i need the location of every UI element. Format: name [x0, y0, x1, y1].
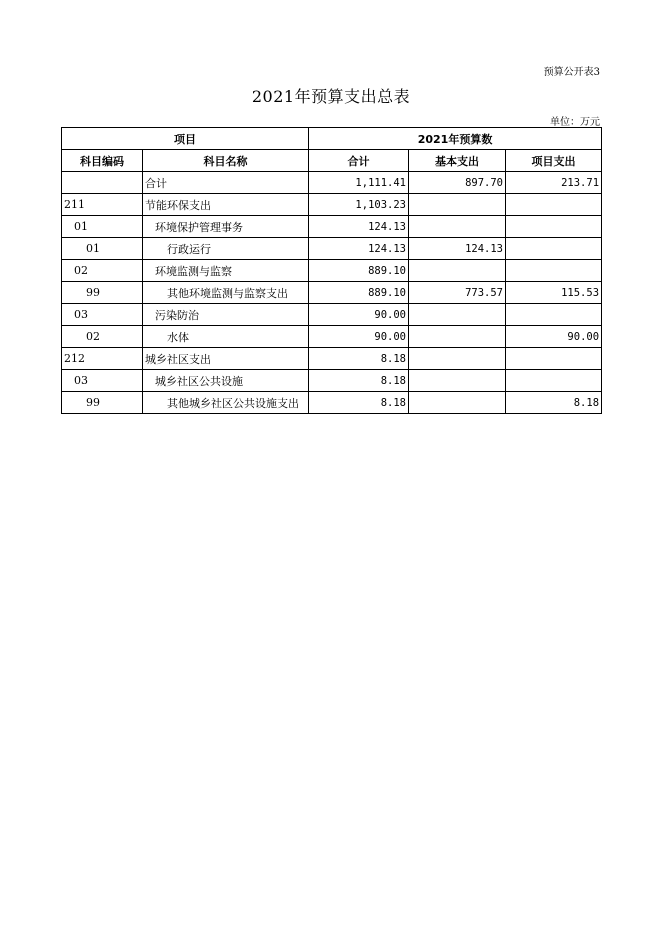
- cell-project: [506, 260, 602, 282]
- table-row: [62, 348, 602, 370]
- cell-basic: [409, 260, 506, 282]
- header-basic: 基本支出: [409, 150, 506, 172]
- cell-project: [506, 238, 602, 260]
- cell-project: 90.00: [506, 326, 602, 348]
- cell-basic: [409, 194, 506, 216]
- cell-total: 90.00: [309, 304, 409, 326]
- table-row: [62, 172, 602, 194]
- table-row: [62, 304, 602, 326]
- budget-expenditure-table: [61, 127, 602, 414]
- cell-code: 01: [62, 238, 143, 260]
- cell-project: [506, 370, 602, 392]
- table-row: [62, 326, 602, 348]
- table-header-row-2: [62, 150, 602, 172]
- cell-basic: 773.57: [409, 282, 506, 304]
- header-budget-group: 2021年预算数: [309, 128, 602, 150]
- cell-basic: [409, 348, 506, 370]
- cell-project: [506, 194, 602, 216]
- cell-code: 211: [62, 194, 143, 216]
- table-row: [62, 392, 602, 414]
- cell-project: [506, 304, 602, 326]
- cell-project: 8.18: [506, 392, 602, 414]
- table-row: [62, 194, 602, 216]
- cell-code: 02: [62, 326, 143, 348]
- cell-name: 环境监测与监察: [143, 260, 309, 282]
- cell-code: 01: [62, 216, 143, 238]
- cell-basic: [409, 216, 506, 238]
- cell-name: 其他环境监测与监察支出: [143, 282, 309, 304]
- cell-basic: [409, 304, 506, 326]
- cell-name: 城乡社区公共设施: [143, 370, 309, 392]
- table-header-row-1: [62, 128, 602, 150]
- cell-name: 行政运行: [143, 238, 309, 260]
- cell-code: [62, 172, 143, 194]
- header-project-expenditure: 项目支出: [506, 150, 602, 172]
- unit-label: 单位：万元: [550, 117, 600, 128]
- form-number: 预算公开表3: [543, 67, 600, 78]
- cell-project: [506, 216, 602, 238]
- cell-name: 合计: [143, 172, 309, 194]
- cell-basic: [409, 370, 506, 392]
- table-row: [62, 216, 602, 238]
- cell-total: 1,111.41: [309, 172, 409, 194]
- table-row: [62, 282, 602, 304]
- cell-basic: 124.13: [409, 238, 506, 260]
- cell-project: 213.71: [506, 172, 602, 194]
- cell-code: 99: [62, 392, 143, 414]
- header-project: 项目: [62, 128, 309, 150]
- cell-code: 212: [62, 348, 143, 370]
- cell-project: 115.53: [506, 282, 602, 304]
- table-row: [62, 238, 602, 260]
- cell-code: 99: [62, 282, 143, 304]
- cell-name: 环境保护管理事务: [143, 216, 309, 238]
- cell-basic: [409, 392, 506, 414]
- table-row: [62, 260, 602, 282]
- cell-total: 8.18: [309, 392, 409, 414]
- cell-total: 1,103.23: [309, 194, 409, 216]
- cell-total: 124.13: [309, 216, 409, 238]
- cell-basic: [409, 326, 506, 348]
- cell-code: 03: [62, 304, 143, 326]
- cell-total: 8.18: [309, 370, 409, 392]
- cell-code: 02: [62, 260, 143, 282]
- header-name: 科目名称: [143, 150, 309, 172]
- cell-name: 其他城乡社区公共设施支出: [143, 392, 309, 414]
- cell-name: 污染防治: [143, 304, 309, 326]
- cell-project: [506, 348, 602, 370]
- cell-total: 90.00: [309, 326, 409, 348]
- cell-name: 水体: [143, 326, 309, 348]
- page-title: 2021年预算支出总表: [251, 87, 411, 106]
- table-row: [62, 370, 602, 392]
- header-total: 合计: [309, 150, 409, 172]
- cell-name: 城乡社区支出: [143, 348, 309, 370]
- cell-total: 889.10: [309, 260, 409, 282]
- cell-total: 124.13: [309, 238, 409, 260]
- header-code: 科目编码: [62, 150, 143, 172]
- cell-name: 节能环保支出: [143, 194, 309, 216]
- cell-total: 8.18: [309, 348, 409, 370]
- cell-basic: 897.70: [409, 172, 506, 194]
- cell-code: 03: [62, 370, 143, 392]
- cell-total: 889.10: [309, 282, 409, 304]
